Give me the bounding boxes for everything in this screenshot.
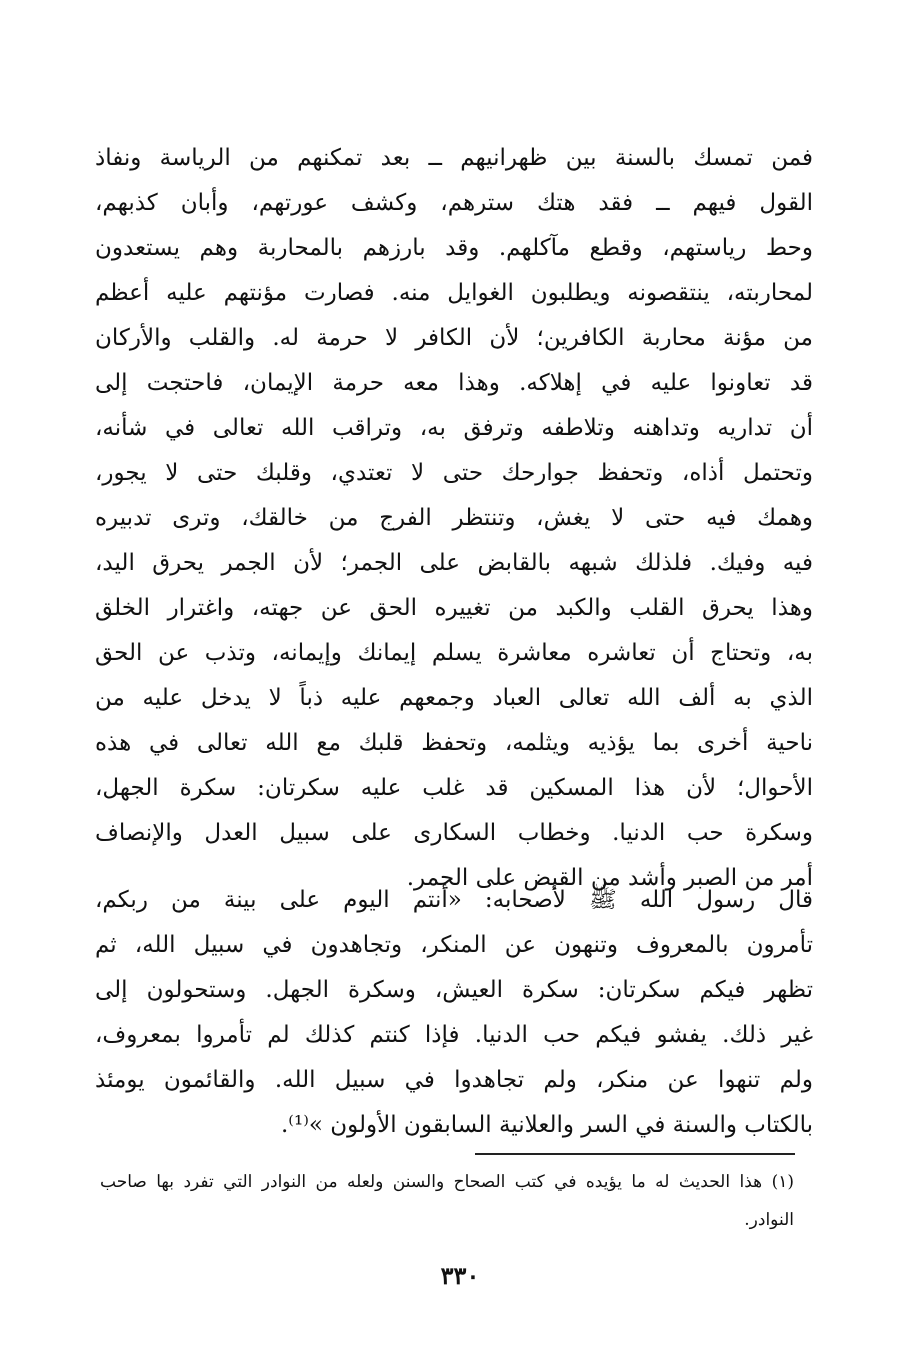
text-line: أن تداريه وتداهنه وتلاطفه وترفق به، وتراقب الله تعالى في شأنه،: [95, 415, 813, 441]
text-line: القول فيهم ــ فقد هتك سترهم، وكشف عورتهم، وأبان كذبهم،: [95, 190, 813, 216]
text-line: تأمرون بالمعروف وتنهون عن المنكر، وتجاهدون في سبيل الله، ثم: [95, 932, 813, 958]
page-number: ٣٣٠: [440, 1261, 480, 1290]
text-line: غير ذلك. يفشو فيكم حب الدنيا. فإذا كنتم كذلك لم تأمروا بمعروف،: [95, 1022, 813, 1048]
text-line: الذي به ألف الله تعالى العباد وجمعهم عليه ذباً لا يدخل عليه من: [95, 685, 813, 711]
footnote: [100, 1163, 794, 1239]
footnote-line: النوادر.: [744, 1210, 794, 1230]
paragraph-1: [95, 136, 813, 901]
text-line: قد تعاونوا عليه في إهلاكه. وهذا معه حرمة الإيمان، فاحتجت إلى: [95, 370, 813, 396]
text-line: تظهر فيكم سكرتان: سكرة العيش، وسكرة الجهل. وستحولون إلى: [95, 977, 813, 1003]
footnote-line: (١) هذا الحديث له ما يؤيده في كتب الصحاح والسنن ولعله من النوادر التي تفرد بها صاحب: [100, 1172, 794, 1192]
text-line: وهذا يحرق القلب والكبد من تغييره الحق عن جهته، واغترار الخلق: [95, 595, 813, 621]
text-line: قال رسول الله ﷺ لأصحابه: «أنتم اليوم على بينة من ربكم،: [95, 887, 813, 913]
text-line: الأحوال؛ لأن هذا المسكين قد غلب عليه سكرتان: سكرة الجهل،: [95, 775, 813, 801]
text-line: ولم تنهوا عن منكر، ولم تجاهدوا في سبيل الله. والقائمون يومئذ: [95, 1067, 813, 1093]
text-line: ناحية أخرى بما يؤذيه ويثلمه، وتحفظ قلبك مع الله تعالى في هذه: [95, 730, 813, 756]
text-line: به، وتحتاج أن تعاشره معاشرة يسلم إيمانك وإيمانه، وتذب عن الحق: [95, 640, 813, 666]
text-line: أمر من الصبر وأشد من القبض على الجمر.: [406, 865, 813, 891]
footnote-divider: [475, 1153, 795, 1155]
paragraph-2: [95, 878, 813, 1148]
text-line: بالكتاب والسنة في السر والعلانية السابقون الأولون »⁽¹⁾.: [280, 1112, 813, 1138]
text-line: فمن تمسك بالسنة بين ظهرانيهم ــ بعد تمكنهم من الرياسة ونفاذ: [95, 145, 814, 171]
text-line: من مؤنة محاربة الكافرين؛ لأن الكافر لا حرمة له. والقلب والأركان: [95, 325, 813, 351]
text-line: لمحاربته، ينتقصونه ويطلبون الغوايل منه. فصارت مؤنتهم عليه أعظم: [95, 280, 813, 306]
text-line: وحط رياستهم، وقطع مآكلهم. وقد بارزهم بالمحاربة وهم يستعدون: [95, 235, 813, 261]
text-line: وسكرة حب الدنيا. وخطاب السكارى على سبيل العدل والإنصاف: [95, 820, 813, 846]
text-line: فيه وفيك. فلذلك شبهه بالقابض على الجمر؛ لأن الجمر يحرق اليد،: [95, 550, 813, 576]
text-line: وهمك فيه حتى لا يغش، وتنتظر الفرج من خالقك، وترى تدبيره: [95, 505, 813, 531]
text-line: وتحتمل أذاه، وتحفظ جوارحك حتى لا تعتدي، وقلبك حتى لا يجور،: [95, 460, 813, 486]
